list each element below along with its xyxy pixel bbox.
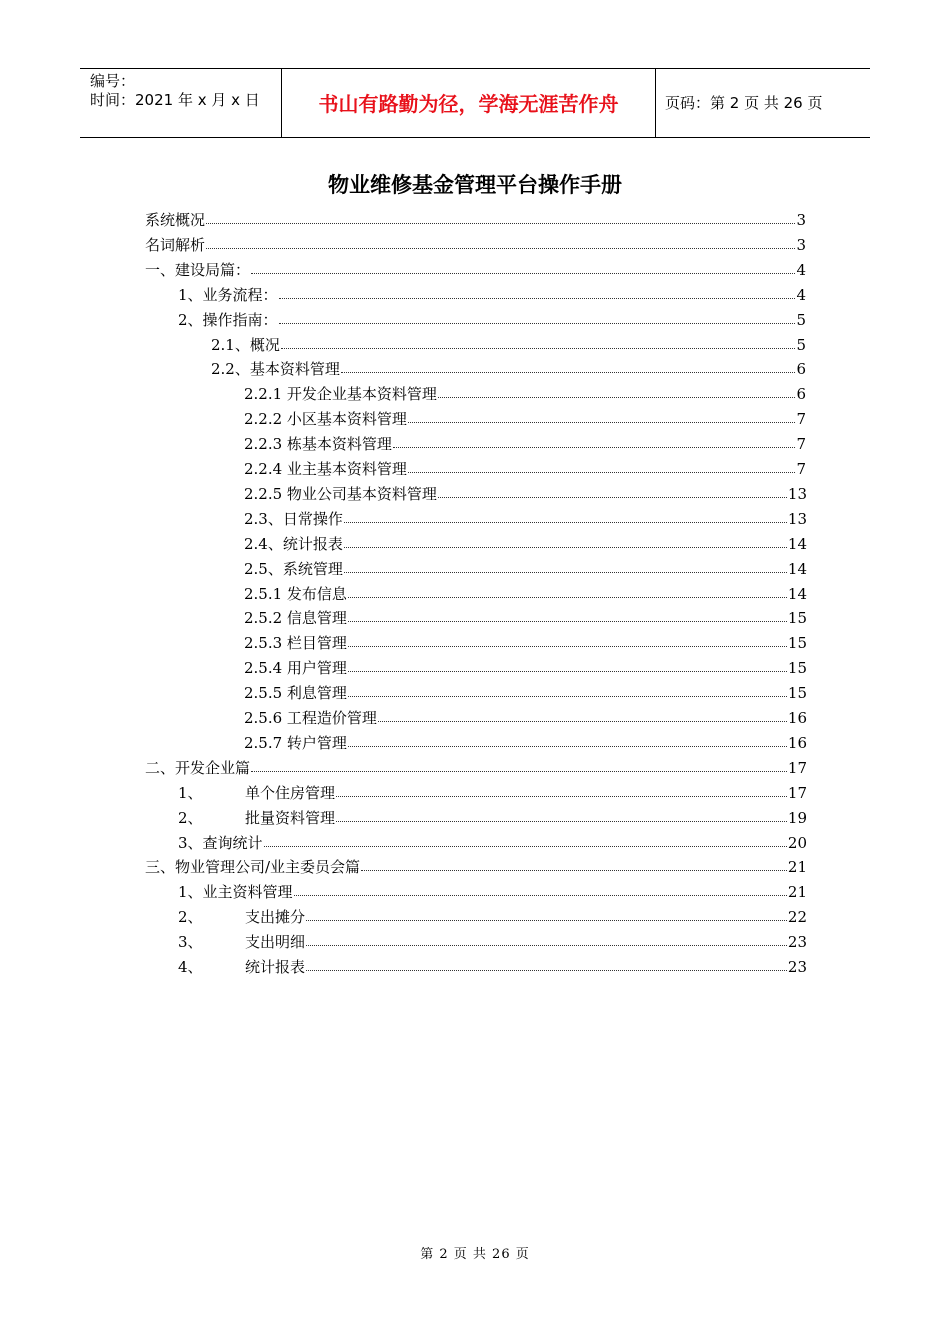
toc-entry-text: 2.5.5 利息管理 bbox=[244, 684, 347, 703]
toc-entry-label bbox=[145, 855, 360, 879]
toc-entry-label bbox=[244, 507, 343, 531]
toc-entry-label bbox=[145, 756, 250, 780]
toc-leader-dots bbox=[361, 856, 787, 871]
toc-entry-page: 14 bbox=[787, 534, 807, 553]
toc-leader-dots bbox=[251, 259, 795, 274]
toc-entry-label bbox=[211, 333, 280, 357]
toc-entry-label bbox=[244, 557, 343, 581]
toc-entry[interactable] bbox=[178, 905, 807, 929]
toc-entry-label bbox=[178, 880, 293, 904]
toc-entry[interactable] bbox=[178, 880, 807, 904]
toc-leader-dots bbox=[378, 707, 787, 722]
header-left-cell bbox=[80, 69, 280, 137]
toc-entry[interactable] bbox=[145, 208, 806, 232]
toc-entry-label bbox=[145, 208, 205, 232]
toc-entry-label bbox=[244, 706, 377, 730]
toc-entry[interactable] bbox=[244, 582, 807, 606]
toc-entry[interactable] bbox=[178, 831, 807, 855]
toc-leader-dots bbox=[306, 931, 787, 946]
toc-entry-text: 2.5.4 用户管理 bbox=[244, 659, 347, 678]
toc-entry-page: 14 bbox=[787, 559, 807, 578]
toc-entry-text: 2.2.2 小区基本资料管理 bbox=[244, 410, 407, 429]
toc-entry[interactable] bbox=[178, 955, 807, 979]
toc-entry-page: 16 bbox=[787, 709, 807, 727]
toc-entry-label bbox=[178, 781, 335, 805]
toc-entry-text: 2.3、日常操作 bbox=[244, 509, 343, 528]
toc-entry-label bbox=[244, 382, 437, 406]
toc-entry[interactable] bbox=[244, 532, 807, 556]
toc-entry-text: 批量资料管理 bbox=[245, 808, 336, 827]
toc-entry-page: 22 bbox=[787, 908, 807, 927]
toc-leader-dots bbox=[264, 832, 787, 847]
toc-entry-page: 14 bbox=[787, 584, 807, 603]
toc-entry[interactable] bbox=[244, 681, 807, 705]
toc-leader-dots bbox=[393, 433, 796, 448]
toc-entry[interactable] bbox=[145, 258, 806, 282]
toc-entry-page: 7 bbox=[796, 410, 806, 429]
toc-entry-page: 6 bbox=[796, 385, 806, 404]
toc-entry-text: 一、建设局篇： bbox=[145, 260, 251, 279]
toc-entry-page: 6 bbox=[796, 360, 806, 379]
toc-entry-label bbox=[244, 482, 437, 506]
toc-entry-text: 2.5.6 工程造价管理 bbox=[244, 709, 377, 727]
toc-entry-page: 19 bbox=[787, 808, 807, 827]
toc-entry-page: 5 bbox=[796, 310, 806, 329]
toc-entry-label bbox=[211, 357, 340, 381]
toc-leader-dots bbox=[279, 284, 796, 299]
toc-entry-number: 2、 bbox=[178, 908, 203, 927]
toc-entry-label bbox=[178, 831, 263, 855]
toc-entry-label bbox=[244, 631, 347, 655]
toc-entry-text: 2.2.3 栋基本资料管理 bbox=[244, 435, 392, 454]
toc-entry-text: 2.5.2 信息管理 bbox=[244, 609, 347, 628]
toc-entry[interactable] bbox=[178, 308, 806, 332]
toc-entry-text: 2.2.5 物业公司基本资料管理 bbox=[244, 484, 437, 503]
toc-entry[interactable] bbox=[244, 557, 807, 581]
toc-leader-dots bbox=[281, 334, 796, 349]
toc-entry-text: 2.5.1 发布信息 bbox=[244, 584, 347, 603]
toc-entry-label bbox=[244, 457, 407, 481]
date-text: 时间：2021 年 x 月 x 日 bbox=[90, 91, 260, 109]
toc-entry-number: 2、 bbox=[178, 808, 203, 827]
toc-leader-dots bbox=[336, 807, 787, 822]
toc-entry-label bbox=[178, 806, 335, 830]
toc-leader-dots bbox=[344, 558, 787, 573]
toc-entry-text: 2.1、概况 bbox=[211, 335, 280, 354]
toc-entry-label bbox=[244, 532, 343, 556]
toc-entry-text: 2.2.4 业主基本资料管理 bbox=[244, 460, 407, 478]
toc-entry-text: 名词解析 bbox=[145, 235, 206, 254]
toc-leader-dots bbox=[408, 458, 796, 473]
toc-entry[interactable] bbox=[145, 233, 806, 257]
toc-entry-text: 支出摊分 bbox=[245, 908, 306, 927]
slogan-text: 书山有路勤为径，学海无涯苦作舟 bbox=[318, 92, 619, 116]
toc-entry-label bbox=[244, 582, 347, 606]
toc-entry[interactable] bbox=[211, 357, 806, 381]
toc-entry-label bbox=[178, 283, 278, 307]
toc-leader-dots bbox=[348, 583, 787, 598]
toc-entry-text: 系统概况 bbox=[145, 211, 206, 229]
header-page-cell bbox=[655, 69, 870, 137]
toc-entry[interactable] bbox=[145, 855, 807, 879]
toc-entry[interactable] bbox=[178, 930, 807, 954]
toc-entry-label bbox=[178, 930, 305, 954]
toc-entry[interactable] bbox=[244, 731, 807, 755]
toc-entry-page: 4 bbox=[796, 260, 806, 279]
toc-leader-dots bbox=[348, 607, 787, 622]
toc-entry-number: 4、 bbox=[178, 958, 203, 976]
toc-entry[interactable] bbox=[244, 432, 806, 456]
toc-entry-text: 2.4、统计报表 bbox=[244, 534, 343, 553]
toc-entry[interactable] bbox=[178, 781, 807, 805]
toc-entry[interactable] bbox=[244, 656, 807, 680]
toc-entry[interactable] bbox=[244, 382, 806, 406]
toc-entry-page: 17 bbox=[787, 783, 807, 802]
toc-leader-dots bbox=[336, 782, 787, 797]
toc-entry-page: 15 bbox=[787, 684, 807, 703]
toc-leader-dots bbox=[306, 906, 787, 921]
toc-entry-label bbox=[145, 258, 250, 282]
toc-entry-text: 3、查询统计 bbox=[178, 833, 263, 852]
toc-leader-dots bbox=[438, 483, 787, 498]
toc-entry-text: 单个住房管理 bbox=[245, 783, 336, 802]
toc-leader-dots bbox=[348, 732, 787, 747]
toc-entry-label bbox=[244, 606, 347, 630]
toc-entry-text: 2.5.7 转户管理 bbox=[244, 733, 347, 752]
toc-leader-dots bbox=[206, 209, 795, 224]
toc-entry-page: 15 bbox=[787, 609, 807, 628]
toc-entry-page: 15 bbox=[787, 659, 807, 678]
header-page-info: 页码：第 2 页 共 26 页 bbox=[665, 94, 823, 112]
toc-entry-page: 15 bbox=[787, 634, 807, 653]
toc-leader-dots bbox=[348, 632, 787, 647]
toc-entry-text: 统计报表 bbox=[245, 958, 306, 976]
toc-entry-page: 13 bbox=[787, 509, 807, 528]
toc-leader-dots bbox=[341, 358, 796, 373]
toc-entry-text: 1、业务流程： bbox=[178, 285, 278, 304]
toc-entry-text: 2.5、系统管理 bbox=[244, 559, 343, 578]
toc-entry-page: 23 bbox=[787, 958, 807, 976]
toc-entry-text: 2.5.3 栏目管理 bbox=[244, 634, 347, 653]
toc-leader-dots bbox=[294, 881, 787, 896]
toc-leader-dots bbox=[408, 408, 796, 423]
toc-entry-text: 2、操作指南： bbox=[178, 310, 278, 329]
toc-entry[interactable] bbox=[244, 606, 807, 630]
toc-entry[interactable] bbox=[244, 407, 806, 431]
toc-leader-dots bbox=[344, 533, 787, 548]
toc-entry-label bbox=[244, 681, 347, 705]
toc-entry-label bbox=[178, 308, 278, 332]
toc-entry-label bbox=[145, 233, 205, 257]
toc-entry[interactable] bbox=[145, 756, 807, 780]
toc-entry-text: 2.2.1 开发企业基本资料管理 bbox=[244, 385, 437, 404]
toc-entry[interactable] bbox=[244, 706, 807, 730]
toc-entry-text: 二、开发企业篇 bbox=[145, 758, 251, 777]
toc-entry-page: 4 bbox=[796, 285, 806, 304]
toc-entry-page: 23 bbox=[787, 933, 807, 952]
toc-entry-label bbox=[244, 656, 347, 680]
toc-leader-dots bbox=[438, 383, 796, 398]
toc-entry-page: 7 bbox=[796, 460, 806, 478]
toc-entry-page: 20 bbox=[787, 833, 807, 852]
toc-entry[interactable] bbox=[178, 806, 807, 830]
toc-entry-page: 17 bbox=[787, 758, 807, 777]
toc-entry-text: 2.2、基本资料管理 bbox=[211, 360, 340, 379]
toc-entry-label bbox=[178, 955, 305, 979]
toc-entry-page: 21 bbox=[787, 883, 807, 902]
toc-entry[interactable] bbox=[178, 283, 806, 307]
toc-entry-page: 13 bbox=[787, 484, 807, 503]
toc-leader-dots bbox=[344, 508, 787, 523]
toc-entry[interactable] bbox=[244, 457, 806, 481]
toc-entry-page: 5 bbox=[796, 335, 806, 354]
serial-label: 编号： bbox=[90, 72, 136, 90]
toc-entry-page: 3 bbox=[796, 235, 806, 254]
toc-entry[interactable] bbox=[244, 482, 807, 506]
toc-entry-label bbox=[244, 731, 347, 755]
toc-entry[interactable] bbox=[244, 631, 807, 655]
toc-entry-label bbox=[244, 432, 392, 456]
toc-entry-label bbox=[244, 407, 407, 431]
toc-leader-dots bbox=[251, 757, 787, 772]
document-title: 物业维修基金管理平台操作手册 bbox=[328, 173, 622, 197]
toc-leader-dots bbox=[279, 309, 796, 324]
toc-entry-page: 7 bbox=[796, 435, 806, 454]
toc-entry-number: 1、 bbox=[178, 783, 203, 802]
toc-entry-label bbox=[178, 905, 305, 929]
toc-entry-text: 支出明细 bbox=[245, 933, 306, 952]
toc-entry-page: 16 bbox=[787, 733, 807, 752]
toc-entry-number: 3、 bbox=[178, 933, 203, 952]
toc-entry-page: 3 bbox=[796, 211, 806, 229]
toc-leader-dots bbox=[306, 956, 787, 971]
toc-entry[interactable] bbox=[211, 333, 806, 357]
toc-leader-dots bbox=[348, 682, 787, 697]
page-header bbox=[80, 68, 870, 138]
toc-entry-page: 21 bbox=[787, 858, 807, 877]
toc-entry[interactable] bbox=[244, 507, 807, 531]
toc-leader-dots bbox=[348, 657, 787, 672]
toc-entry-text: 1、业主资料管理 bbox=[178, 883, 293, 902]
toc-entry-text: 三、物业管理公司/业主委员会篇 bbox=[145, 858, 361, 877]
page-footer: 第 2 页 共 26 页 bbox=[420, 1247, 530, 1262]
header-slogan-cell bbox=[281, 69, 656, 137]
toc-leader-dots bbox=[206, 234, 795, 249]
